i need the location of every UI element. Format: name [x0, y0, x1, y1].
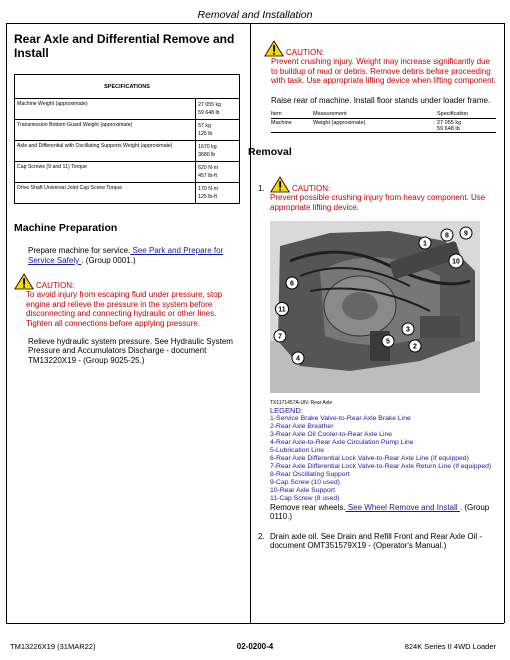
legend-item: 2-Rear Axle Breather	[270, 422, 334, 430]
callout-10: 10	[452, 258, 460, 266]
remove-wheels-text: Remove rear wheels.	[270, 502, 346, 512]
rear-axle-figure	[270, 221, 480, 393]
legend-list	[270, 415, 498, 503]
callout-1: 1	[423, 240, 427, 248]
figure-caption: TX1171457A-UN: Rear Axle	[270, 399, 333, 406]
column-divider	[250, 23, 251, 623]
callout-8: 8	[445, 232, 449, 240]
legend-item: 4-Rear Axle-to-Rear Axle Circulation Pump Line	[270, 438, 414, 446]
spec-value-metric: 57 kg	[198, 122, 211, 129]
spec-value-metric: 170 N·m	[198, 185, 219, 192]
caution-block	[258, 40, 498, 86]
callout-6: 6	[290, 280, 294, 288]
footer-doc-id: TM13226X19 (31MAR22)	[10, 642, 96, 651]
callout-9: 9	[464, 230, 468, 238]
callout-11: 11	[278, 306, 286, 314]
legend-item: 10-Rear Axle Support	[270, 486, 335, 494]
spec-value-metric: 27 055 kg	[198, 101, 221, 108]
table-row	[271, 119, 496, 133]
weight-spec-table	[271, 111, 496, 133]
spec-label: Axle and Differential with Oscillating Supports Weight (approximate)	[15, 141, 196, 162]
step-1	[258, 176, 498, 212]
legend-block	[270, 400, 498, 522]
table-header-row	[271, 111, 496, 119]
spec-value	[196, 99, 240, 120]
frame-right-border	[504, 23, 505, 623]
spec-metric: 27 055 kg	[437, 120, 462, 127]
spec-value	[196, 141, 240, 162]
caution-label: CAUTION:	[292, 184, 331, 194]
spec-value	[196, 162, 240, 183]
header-specification: Specification	[437, 111, 496, 119]
callout-3: 3	[406, 326, 410, 334]
cell-measurement: Weight (approximate)	[313, 119, 437, 133]
spec-value-imperial: 457 lb-ft	[198, 172, 217, 179]
spec-value-imperial: 3680 lb	[198, 151, 216, 158]
spec-label: Cap Screws (9 and 11) Torque	[15, 162, 196, 183]
table-row	[15, 162, 240, 183]
step-2	[258, 532, 498, 551]
machine-preparation-heading: Machine Preparation	[14, 222, 118, 234]
specifications-table	[14, 74, 240, 204]
caution-block	[14, 273, 240, 328]
left-column	[14, 32, 240, 365]
legend-item: 3-Rear Axle Oil Cooler-to-Rear Axle Line	[270, 430, 393, 438]
callout-4: 4	[296, 355, 300, 363]
step-number: 1.	[258, 184, 265, 194]
table-row	[15, 120, 240, 141]
frame-left-border	[6, 23, 7, 623]
remove-wheels-ref: . (Group 0110.)	[270, 502, 490, 522]
spec-value-imperial: 59 648 lb	[198, 109, 220, 116]
step1-caution-header	[258, 176, 498, 193]
prepare-paragraph	[28, 246, 240, 265]
legend-item: 1-Service Brake Valve-to-Rear Axle Brake Line	[270, 414, 411, 422]
legend-item: 9-Cap Screw (10 used)	[270, 478, 340, 486]
legend-item: 6-Rear Axle Differential Lock Valve-to-Rear Axle Line (If equipped)	[270, 454, 469, 462]
callout-7: 7	[278, 333, 282, 341]
warning-triangle-icon	[14, 273, 34, 290]
spec-value-imperial: 125 lb	[198, 130, 213, 137]
caution-text: To avoid injury from escaping fluid under pressure, stop engine and relieve the pressure in the system before disconnecting and connecting hydraulic or other lines. Tighten all connections before applying pressure.	[26, 290, 223, 328]
table-row	[15, 99, 240, 120]
callout-2: 2	[413, 343, 417, 351]
page-title: Rear Axle and Differential Remove and Install	[14, 32, 235, 60]
spec-value	[196, 120, 240, 141]
footer-model: 824K Series II 4WD Loader	[404, 642, 496, 651]
spec-value	[196, 183, 240, 204]
spec-value-imperial: 125 lb-ft	[198, 193, 217, 200]
section-title: Removal and Installation	[197, 9, 313, 21]
callout-5: 5	[386, 338, 390, 346]
warning-triangle-icon	[270, 176, 290, 193]
footer-rule	[6, 623, 504, 624]
cell-item: Machine	[271, 119, 313, 133]
park-prepare-link[interactable]: See Park and Prepare for Service Safely	[28, 246, 224, 265]
caution-label: CAUTION:	[286, 48, 325, 57]
caution-header	[14, 273, 240, 290]
remove-wheels-paragraph	[270, 503, 498, 522]
header-rule	[6, 23, 504, 24]
prepare-ref: . (Group 0001.)	[81, 255, 136, 265]
spec-table-heading: SPECIFICATIONS	[15, 75, 240, 99]
footer-page-number: 02-0200-4	[236, 642, 274, 651]
removal-heading: Removal	[248, 146, 292, 159]
legend-item: 5-Lubrication Line	[270, 446, 325, 454]
table-row	[15, 141, 240, 162]
raise-machine-text: Raise rear of machine. Install floor stands under loader frame.	[271, 95, 491, 105]
cell-specification	[437, 119, 496, 133]
wheel-remove-install-link[interactable]: See Wheel Remove and Install	[345, 502, 460, 512]
step1-caution-text: Prevent possible crushing injury from heavy component. Use appropriate lifting device.	[270, 193, 486, 212]
caution-label: CAUTION:	[36, 281, 75, 291]
header-item: Item	[271, 111, 313, 119]
relieve-pressure-text: Relieve hydraulic system pressure. See Hydraulic System Pressure and Accumulators Discharge - document TM13220X19 - (Group 9025-25.)	[28, 336, 233, 365]
warning-triangle-icon	[264, 40, 284, 57]
right-column	[248, 40, 498, 551]
prepare-text: Prepare machine for service.	[28, 246, 131, 255]
table-row	[15, 183, 240, 204]
spec-value-metric: 1670 kg	[198, 143, 217, 150]
step-number: 2.	[258, 531, 265, 541]
spec-label: Machine Weight (approximate)	[15, 99, 196, 120]
legend-item: 11-Cap Screw (8 used)	[270, 494, 340, 502]
caution-header	[264, 40, 498, 57]
spec-label: Transmission Bottom Guard Weight (approximate)	[15, 120, 196, 141]
spec-imperial: 59 648 lb	[437, 126, 460, 133]
spec-label: Drive Shaft Universal Joint Cap Screw Torque	[15, 183, 196, 204]
legend-item: 8-Rear Oscillating Support	[270, 470, 350, 478]
caution-text: Prevent crushing injury. Weight may increase significantly due to buildup of mud or debris. Remove debris before proceeding with task. Use appropriate lifting device when lifting component.	[271, 57, 497, 86]
spec-value-metric: 620 N·m	[198, 164, 219, 171]
legend-title: LEGEND:	[270, 405, 303, 415]
legend-item: 7-Rear Axle Differential Lock Valve-to-Rear Axle Return Line (If equipped)	[270, 462, 492, 470]
step2-text: Drain axle oil. See Drain and Refill Front and Rear Axle Oil - document OMT351579X19 - (Operator's Manual.)	[270, 531, 483, 551]
header-measurement: Measurement	[313, 111, 437, 119]
